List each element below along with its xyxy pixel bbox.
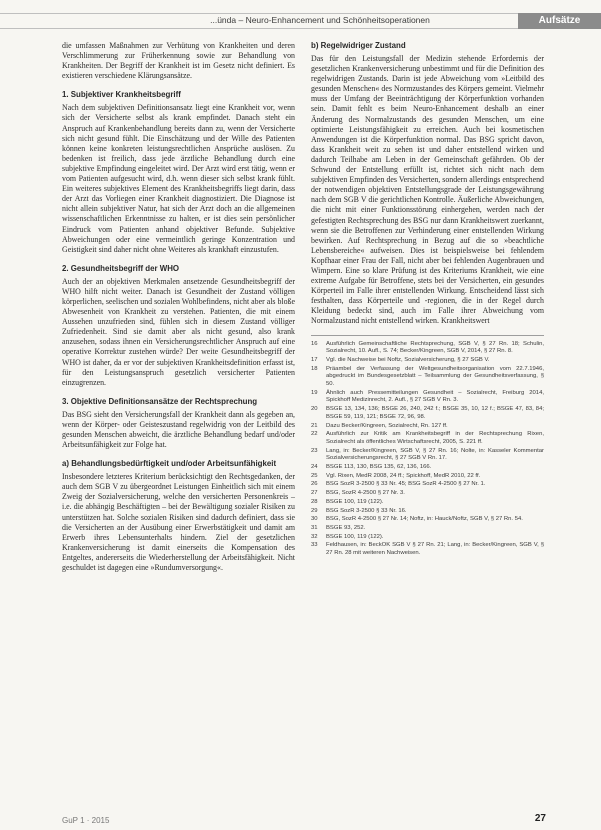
footnote: [311, 525, 544, 533]
footnote-text: Lang, in: Becker/Kingreen, SGB V, § 27 Rn. 16; Nolte, in: Kasseler Kommentar Sozialversicherungsrecht, § 27 SGB V Rn. 17.: [326, 447, 544, 462]
running-header: [0, 13, 601, 29]
heading-irregular-state: b) Regelwidriger Zustand: [311, 41, 406, 50]
footnote-list: [311, 341, 544, 558]
footnote: [311, 423, 544, 431]
footnote-number: 27: [311, 490, 318, 497]
footnote-text: BSGE 113, 130, BSG 135, 62, 136, 166.: [326, 464, 432, 471]
right-column: [311, 41, 544, 559]
footnote: [311, 357, 544, 365]
footnote-text: Vgl. Rixen, MedR 2008, 24 ff.; Spickhoff, MedR 2010, 22 ff.: [326, 472, 481, 479]
paragraph-irregular-state: Das für den Leistungsfall der Medizin stehende Erfordernis der gesetzlichen Krankenversicherung unbestimmt und für die Definition des regelwidrigen Zustands. Darin ist jede Abweichung vom »Leitbild des gesunden Menschen« des Normzustandes des Körpers gemeint. Vielmehr muss der Umfang der Beeinträchtigung der Körperfunktion vorhanden sein. Damit fehlt es beim Neuro-Enhancement deshalb an einer Änderung des Normalzustands des gesunden Menschen, um eine optimierte Leistungsfähigkeit zu erreichen. Auch bei kosmetischen Anwendungen ist die Körperfunktion normal. Das BSG spricht davon, dass Krankheit weit zu sehen ist und daher entstellend wirken und dadurch Teilhabe am Leben in der Gemeinschaft gefährden. Ob der Schwund der Entstellung erfüllt ist, richtet sich nicht nach dem subjektiven Empfinden des Versicherten, sondern allerdings entsprechend der notwendigen objektiven Entstellungsgrade der Leistungsgewährung nach dem SGB V die gerichtlichen Kontrolle. Äußerliche Abweichungen, die nicht mit einer Funktionsstörung einhergehen, werden nach der gefestigten Rechtsprechung des BSG nur dann Krankheitswert zuerkannt, wenn sie die Betroffenen zur Verhinderung einer entstellenden Wirkung bewirken. Auf Rechtsprechung in Bezug auf die so »beachtliche Lebensbereiche« aufweisen. Dies ist beispielsweise bei fehlendem Kopfhaar einer Frau der Fall, nicht aber bei fehlenden Augenbrauen und Wimpern. Eine so klare Prüfung ist des Kriteriums Krankheit, wie eine extreme Aufgabe für Betroffene, stets bei der Versicherten, ein gesundes Körperteil im Falle ihrer entstellenden Wirkung. Entscheidend lässt sich festhalten, dass Körperteile und -regionen, die in der Regel durch Kleidung bedeckt sind, auch im Falle ihrer Abweichung vom Normalzustand nicht entstellend wirken. Krankheitswert: [311, 54, 544, 326]
footnote-number: 22: [311, 431, 318, 438]
footnote-number: 31: [311, 525, 318, 531]
footnote-number: 17: [311, 356, 318, 363]
footnote-number: 26: [311, 481, 318, 488]
footnote-number: 28: [311, 498, 318, 505]
paragraph-subjective: Nach dem subjektiven Definitionsansatz liegt eine Krankheit vor, wenn sich der Versicherte selbst als krank empfindet. Danach steht ein Anspruch auf Krankenbehandlung bereits dann zu, wenn der Versicherte sich nicht gesund fühlt. Die Einschätzung und der Wille des Patienten können keine konkreten leistungsrechtlichen Ansprüche auslösen. Zu bedenken ist freilich, dass jede ärztliche Behandlung durch eine subjektive Empfindung eingeleitet wird. Der Arzt wird erst tätig, wenn er vom Patienten aufgesucht wird, d.h. wenn dieser sich selbst krank fühlt. Ein weiteres subjektives Element des Krankheitsbegriffs liegt darin, dass der Arzt das Vorliegen einer Krankheit diagnostiziert. Die Diagnose ist nicht allein subjektiver Natur, hat sich der Arzt doch an die allgemeinen wissenschaftlichen Erkenntnisse zu halten, er ist dies sein persönlicher Eindruck vom Patienten anhand objektiver Befunde. Subjektive Abweichungen oder eine vermeintlich geringe Konzentration und Geistigkeit sind daher nicht ohne Weiteres als krankhaft einzustufen.: [62, 103, 295, 254]
footnote-text: BSG SozR 3-2500 § 33 Nr. 45; BSG SozR 4-2500 § 27 Nr. 1.: [326, 481, 486, 488]
paragraph-who: Auch der an objektiven Merkmalen ansetzende Gesundheitsbegriff der WHO hilft nicht weiter. Danach ist Gesundheit der Zustand völligen körperlichen, seelischen und sozialen Wohlbefindens, nicht aber als bloße Abwesenheit von Krankheit zu verstehen. Patienten, die mit einem Aussehen unzufrieden sind, fühlen sich in diesem Zustand völliger Zufriedenheit. Sind sie damit aber als nicht gesund, also krank anzusehen, sodass ihnen ein Versicherungsrechtlicher Anspruch auf eine operative Korrektur zustehen würde? Der weite Gesundheitsbegriff der WHO ist daher, da er vor der subjektiven Krankheitsdefinition erfasst ist, für den Leistungsanspruch gesetzlich versicherter Patienten einzugrenzen.: [62, 276, 295, 387]
footnote-text: Ausführlich Gemeinschaftliche Rechtsprechung, SGB V, § 27 Rn. 18; Schulin, Sozialrecht, 10. Aufl., S. 74; Becker/Kingreen, SGB V, 2014, § 27 Rn. 8.: [326, 340, 544, 355]
footnote: [311, 508, 544, 516]
footnote: [311, 390, 544, 405]
footnote-text: BSGE 100, 119 (122).: [326, 533, 384, 540]
footnote-text: Ausführlich zur Kritik am Krankheitsbegriff in der Rechtsprechung Rixen, Sozialrecht als öffentliches Wirtschaftsrecht, 2005, S. 221 ff.: [326, 431, 544, 445]
footnote-text: Vgl. die Nachweise bei Noftz, Sozialversicherung, § 27 SGB V.: [326, 356, 490, 363]
header-title: ...ünda – Neuro-Enhancement und Schönheitsoperationen: [210, 15, 430, 25]
section-tab: Aufsätze: [518, 13, 601, 29]
intro-paragraph: die umfassen Maßnahmen zur Verhütung von Krankheiten und deren Verschlimmerung zur Früherkennung sowie zur Behandlung von Krankheiten. Der Begriff der Krankheit ist im Gesetz nicht definiert. Es existieren verschiedene Klärungsansätze.: [62, 41, 295, 81]
footnote-divider: [311, 335, 544, 336]
footnote-number: 16: [311, 340, 318, 347]
footnote: [311, 481, 544, 489]
footnote-text: Präambel der Verfassung der Weltgesundheitsorganisation vom 22.7.1946, abgedruckt im Bundesgesetzblatt – Teilsammlung der Gesundheitsverfassung, § 50.: [326, 365, 544, 388]
footnote: [311, 516, 544, 524]
footnote-number: 20: [311, 406, 318, 413]
paragraph-objective: Das BSG sieht den Versicherungsfall der Krankheit dann als gegeben an, wenn der Körper- oder Geisteszustand regelwidrig von der Leitbild des gesunden Menschen abweicht, die ärztliche Behandlung bedarf und/oder Arbeitsunfähigkeit zur Folge hat.: [62, 409, 295, 450]
footnote-number: 29: [311, 507, 318, 514]
footnote-text: BSG, SozR 4-2500 § 27 Nr. 14; Noftz, in: Hauck/Noftz, SGB V, § 27 Rn. 54.: [326, 516, 523, 523]
footnote-number: 30: [311, 516, 318, 523]
footnote-number: 25: [311, 472, 318, 479]
footnote-number: 33: [311, 542, 318, 549]
footnote: [311, 464, 544, 472]
footnote-text: BSGE 93, 252.: [326, 525, 366, 531]
footnote-text: Ähnlich auch Pressemitteilungen Gesundheit – Sozialrecht, Freiburg 2014, Spickhoff Medizinrecht, 2. Aufl., § 27 SGB V Rn. 3.: [326, 389, 544, 404]
footnote-text: BSG SozR 3-2500 § 33 Nr. 16.: [326, 507, 407, 514]
footnote: [311, 406, 544, 421]
footnote-text: Feldhausen, in: BeckOK SGB V § 27 Rn. 21; Lang, in: Becker/Kingreen, SGB V, § 27 Rn. 28 mit weiteren Nachweisen.: [326, 542, 544, 557]
footnote: [311, 542, 544, 557]
footnote-number: 18: [311, 365, 318, 372]
footnote: [311, 499, 544, 507]
footnote: [311, 534, 544, 542]
footnote-text: Dazu Becker/Kingreen, Sozialrecht, Rn. 127 ff.: [326, 422, 448, 429]
footnote: [311, 473, 544, 481]
footnote-number: 32: [311, 533, 318, 540]
footnote: [311, 431, 544, 446]
heading-subjective: 1. Subjektiver Krankheitsbegriff: [62, 90, 181, 100]
footnote-text: BSGE 100, 119 (122).: [326, 498, 384, 505]
footnote-number: 21: [311, 422, 318, 429]
heading-objective: 3. Objektive Definitionsansätze der Rechtsprechung: [62, 396, 258, 406]
paragraph-treatment: Insbesondere letzteres Kriterium berücksichtigt den Rechtsgedanken, der auch dem SGB V zu übergeordnet Leistungen Einheitlich sich mit einem Zweig der Sozialversicherung, welche den versicherten Personenkreis – i.e. die abhängig Beschäftigten – bei der Bewältigung sozialer Risiken zu unterstützen hat. Solche sozialen Risiken sind dadurch definiert, dass sie die Versicherten an der Ausübung einer Erwerbstätigkeit und damit am Erwerb ihres Lebensunterhalts hindern. Ziel der gesetzlichen Krankenversicherung ist damit einerseits die Kompensation des Entgeltes, andererseits die Wiederherstellung der Arbeitsfähigkeit. Nicht geschuldet ist dagegen eine »Rundumversorgung«.: [62, 472, 295, 573]
footnote: [311, 366, 544, 389]
heading-who: 2. Gesundheitsbegriff der WHO: [62, 263, 180, 273]
page-number: 27: [534, 813, 546, 824]
footnote: [311, 490, 544, 498]
footnote-number: 23: [311, 447, 318, 454]
footnote-number: 24: [311, 464, 318, 471]
heading-treatment: a) Behandlungsbedürftigkeit und/oder Arbeitsunfähigkeit: [62, 459, 277, 469]
footnote-text: BSGE 13, 134, 136; BSGE 26, 240, 242 f.; BSGE 35, 10, 12 f.; BSGE 47, 83, 84; BSGE 59, 119, 121; BSGE 72, 96, 98.: [326, 406, 544, 420]
footnote: [311, 448, 544, 463]
footnote: [311, 341, 544, 356]
journal-issue: GuP 1 · 2015: [62, 816, 110, 825]
footnote-text: BSG, SozR 4-2500 § 27 Nr. 3.: [326, 490, 405, 497]
footnote-number: 19: [311, 389, 318, 396]
left-column: [62, 41, 295, 575]
